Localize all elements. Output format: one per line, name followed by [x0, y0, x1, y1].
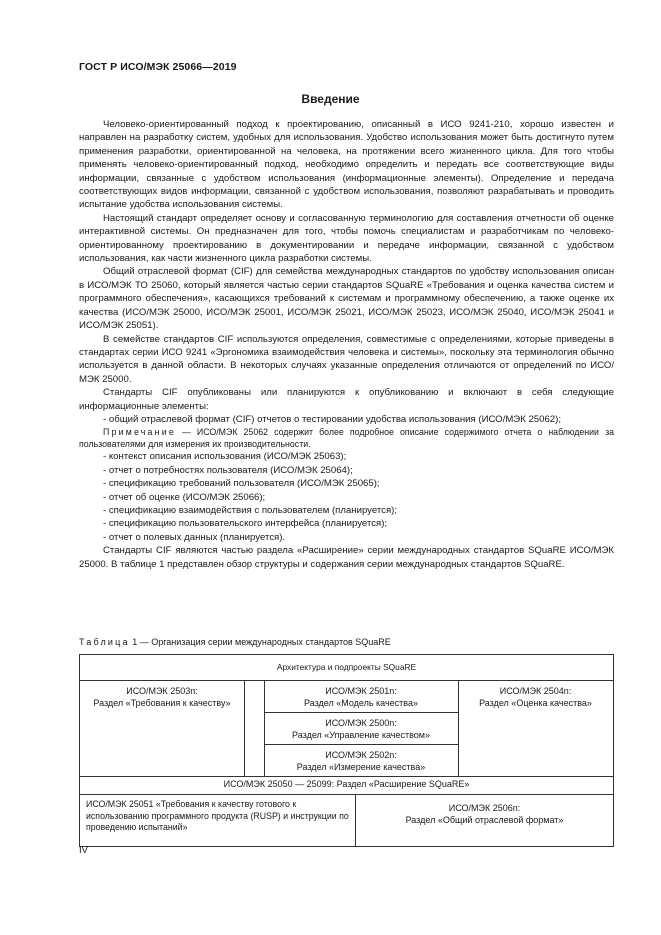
squaRE-table	[79, 654, 614, 847]
table-cell-rusp: ИСО/МЭК 25051 «Требования к качеству готового к использованию программного продукта (RUSP) и инструкции по проведению испытаний»	[86, 799, 349, 833]
cell-code: ИСО/МЭК 2500n:	[325, 718, 397, 728]
list-item: - спецификацию взаимодействия с пользователем (планируется);	[103, 504, 398, 516]
table-cell-requirements	[80, 686, 244, 709]
page-number: IV	[79, 845, 88, 856]
list-item: - общий отраслевой формат (CIF) отчетов о тестировании удобства использования (ИСО/МЭК 25062);	[103, 413, 561, 425]
section-title: Введение	[301, 92, 360, 106]
table-divider	[80, 794, 613, 795]
table-caption	[79, 637, 391, 647]
cell-name: Раздел «Общий отраслевой формат»	[405, 814, 564, 825]
table-header: Архитектура и подпроекты SQuaRE	[276, 662, 417, 672]
paragraph: Стандарты CIF являются частью раздела «Расширение» серии международных стандартов SQuaRE ИСО/МЭК 25000. В таблице 1 представлен обзор структуры и содержания серии международных стандартов SQuaRE.	[79, 545, 614, 570]
list-item: - спецификацию пользовательского интерфейса (планируется);	[103, 518, 388, 530]
table-cell-evaluation	[458, 686, 613, 709]
cell-name: Раздел «Требования к качеству»	[93, 697, 231, 708]
note	[79, 426, 614, 450]
standard-header: ГОСТ Р ИСО/МЭК 25066—2019	[79, 61, 237, 73]
body-text	[79, 118, 614, 571]
paragraph: Стандарты CIF опубликованы или планируются к опубликованию и включают в себя следующие информационные элементы:	[79, 387, 614, 412]
table-divider	[264, 744, 458, 745]
table-cell-model	[264, 686, 458, 709]
cell-name: Раздел «Управление качеством»	[292, 729, 430, 740]
paragraph: Настоящий стандарт определяет основу и согласованную терминологию для составления отчетности об оценке интерактивной системы. Он предназначен для того, чтобы помочь специалистам и разработчикам по человеко-ориентированному проектированию в документировании и передаче информации, связанной с удобством использования, как части жизненного цикла разработки системы.	[79, 212, 614, 265]
table-cell-cif	[356, 803, 613, 826]
paragraph: Общий отраслевой формат (CIF) для семейства международных стандартов по удобству использования описан в ИСО/МЭК ТО 25060, который является частью серии стандартов SQuaRE «Требования и оценка качества систем и программного обеспечения», касающихся требований к системам и программному обеспечению, а также оценке их качества (ИСО/МЭК 25000, ИСО/МЭК 25001, ИСО/МЭК 25021, ИСО/МЭК 25023, ИСО/МЭК 25040, ИСО/МЭК 25041 и ИСО/МЭК 25051).	[79, 266, 614, 332]
paragraph: Человеко-ориентированный подход к проектированию, описанный в ИСО 9241-210, хорошо известен и направлен на разработку систем, удобных для использования. Удобство использования может быть достигнуто путем применения разработки, ориентированной на человека, на протяжении всего жизненного цикла. Для того чтобы применять человеко-ориентированный подход, необходимо определить и передать все соответствующие виды информации, связанные с удобством использования (информационные элементы). Определение и передача соответствующих видов информации, связанной с удобством использования, позволяют разрабатывать и проводить испытание удобства использования системы.	[79, 119, 614, 211]
cell-code: ИСО/МЭК 2501n:	[325, 686, 397, 696]
cell-code: ИСО/МЭК 2504n:	[499, 686, 572, 696]
cell-name: Раздел «Измерение качества»	[296, 761, 426, 772]
note-label: Примечание	[103, 427, 176, 438]
cell-name: Раздел «Модель качества»	[303, 697, 418, 708]
cell-code: ИСО/МЭК 2506n:	[448, 803, 521, 813]
cell-code: ИСО/МЭК 2503n:	[126, 686, 198, 696]
table-cell-management	[264, 718, 458, 741]
paragraph: В семействе стандартов CIF используются определения, совместимые с определениями, которые приведены в стандартах серии ИСО 9241 «Эргономика взаимодействия человека и системы», поскольку эта терминология обычно используется в данной области. В некоторых случаях указанные определения отличаются от определений по ИСО/МЭК 25000.	[79, 333, 614, 385]
table-cell-extension: ИСО/МЭК 25050 — 25099: Раздел «Расширение SQuaRE»	[223, 779, 470, 789]
list-item: - отчет о полевых данных (планируется).	[103, 531, 286, 543]
list-item: - контекст описания использования (ИСО/МЭК 25063);	[103, 451, 347, 463]
list-item: - отчет об оценке (ИСО/МЭК 25066);	[103, 491, 266, 503]
list-item: - спецификацию требований пользователя (ИСО/МЭК 25065);	[103, 478, 380, 490]
table-cell-measurement	[264, 750, 458, 773]
table-caption-label: Таблица	[79, 637, 130, 647]
table-divider	[80, 776, 613, 777]
cell-name: Раздел «Оценка качества»	[479, 697, 592, 708]
list-item: - отчет о потребностях пользователя (ИСО/МЭК 25064);	[103, 464, 353, 476]
cell-code: ИСО/МЭК 2502n:	[325, 750, 397, 760]
note-text: — ИСО/МЭК 25062 содержит более подробное описание содержимого отчета о наблюдении за пользователями для измерения их производительности.	[79, 427, 614, 450]
table-divider	[264, 712, 458, 713]
table-divider	[80, 680, 613, 681]
table-caption-text: 1 — Организация серии международных стандартов SQuaRE	[129, 637, 391, 647]
info-elements-list	[79, 450, 614, 544]
table-divider	[244, 680, 245, 776]
